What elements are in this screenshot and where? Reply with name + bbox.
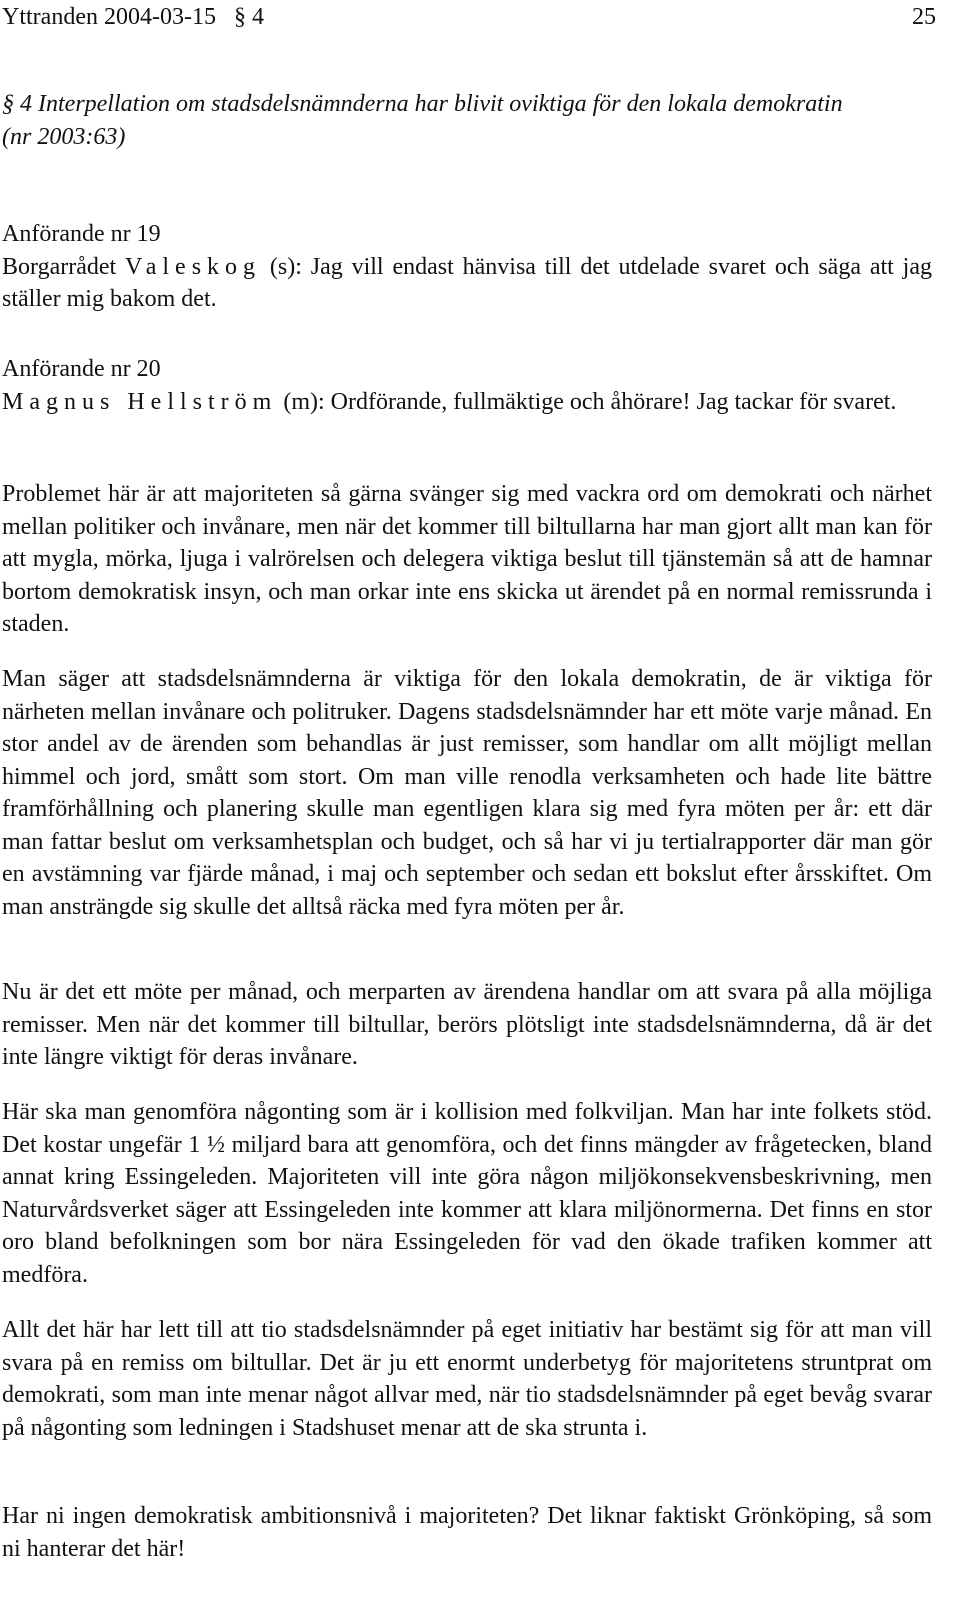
paragraph-2: Man säger att stadsdelsnämnderna är viktiga för den lokala demokratin, de är viktiga för närheten mellan invånare och politruker. Dagens stadsdelsnämnder har ett möte varje månad. En stor andel av de ärenden som behandlas är just remisser, som handlar om allt möjligt mellan himmel och jord, smått som stort. Om man ville renodla verksamheten och hade lite bättre framförhållning och planering skulle man egentligen klara sig med fyra möten per år: ett där man fattar beslut om verksamhetsplan och budget, och så har vi ju tertialrapporter där man gör en avstämning var fjärde månad, i maj och september och sedan ett bokslut efter årsskiftet. Om man ansträngde sig skulle det alltså räcka med fyra möten per år. [2, 666, 932, 920]
speech-19-speaker: Valeskog [125, 253, 262, 280]
page-header [2, 2, 936, 32]
speech-20-label: Anförande nr 20 [2, 356, 161, 382]
speech-20-text [2, 386, 932, 419]
header-date-section: Yttranden 2004-03-15 § 4 [2, 4, 264, 30]
speech-19-text [2, 251, 932, 316]
paragraph-6: Har ni ingen demokratisk ambitionsnivå i majoriteten? Det liknar faktiskt Grönköping, så som ni hanterar det här! [2, 1503, 932, 1562]
speech-20 [2, 353, 932, 418]
speech-19-body: (s): Jag vill endast hänvisa till det utdelade svaret och säga att jag ställer mig bakom det. [2, 253, 932, 312]
paragraph-1: Problemet här är att majoriteten så gärna svänger sig med vackra ord om demokrati och närhet mellan politiker och invånare, men när det kommer till biltullarna har man gjort allt man kan för att mygla, mörka, ljuga i valrörelsen och delegera viktiga beslut till tjänstemän så att de hamnar bortom demokratisk insyn, och man orkar inte ens skicka ut ärendet på en normal remissrunda i staden. [2, 481, 932, 637]
paragraph-3: Nu är det ett möte per månad, och merparten av ärendena handlar om att svara på alla möjliga remisser. Men när det kommer till biltullar, berörs plötsligt inte stadsdelsnämnderna, då är det inte längre viktigt för deras invånare. [2, 979, 932, 1070]
section-title [2, 88, 932, 153]
paragraph-5: Allt det här har lett till att tio stadsdelsnämnder på eget initiativ har bestämt sig för att man vill svara på en remiss om biltullar. Det är ju ett enormt underbetyg för majoritetens struntprat om demokrati, som man inte menar något allvar med, när tio stadsdelsnämnder på eget bevåg svarar på någonting som ledningen i Stadshuset menar att de ska strunta i. [2, 1317, 932, 1441]
speech-19-label: Anförande nr 19 [2, 221, 161, 247]
page-number: 25 [912, 4, 936, 30]
section-title-line-1: § 4 Interpellation om stadsdelsnämnderna har blivit oviktiga för den lokala demokratin [2, 91, 843, 117]
speech-19-role: Borgarrådet [2, 253, 126, 280]
speech-19 [2, 218, 932, 316]
speech-20-body: (m): Ordförande, fullmäktige och åhörare! Jag tackar för svaret. [277, 388, 897, 415]
section-title-line-2: (nr 2003:63) [2, 123, 126, 150]
paragraph-4: Här ska man genomföra någonting som är i kollision med folkviljan. Man har inte folkets stöd. Det kostar ungefär 1 ½ miljard bara att genomföra, och det finns mängder av frågetecken, bland annat kring Essingeleden. Majoriteten vill inte göra någon miljökonsekvensbeskrivning, men Naturvårdsverket säger att Essingeleden inte kommer att klara miljönormerna. Det finns en stor oro bland befolkningen som bor nära Essingeleden för vad den ökade trafiken kommer att medföra. [2, 1099, 932, 1288]
speech-20-speaker: Magnus Hellström [2, 388, 278, 415]
